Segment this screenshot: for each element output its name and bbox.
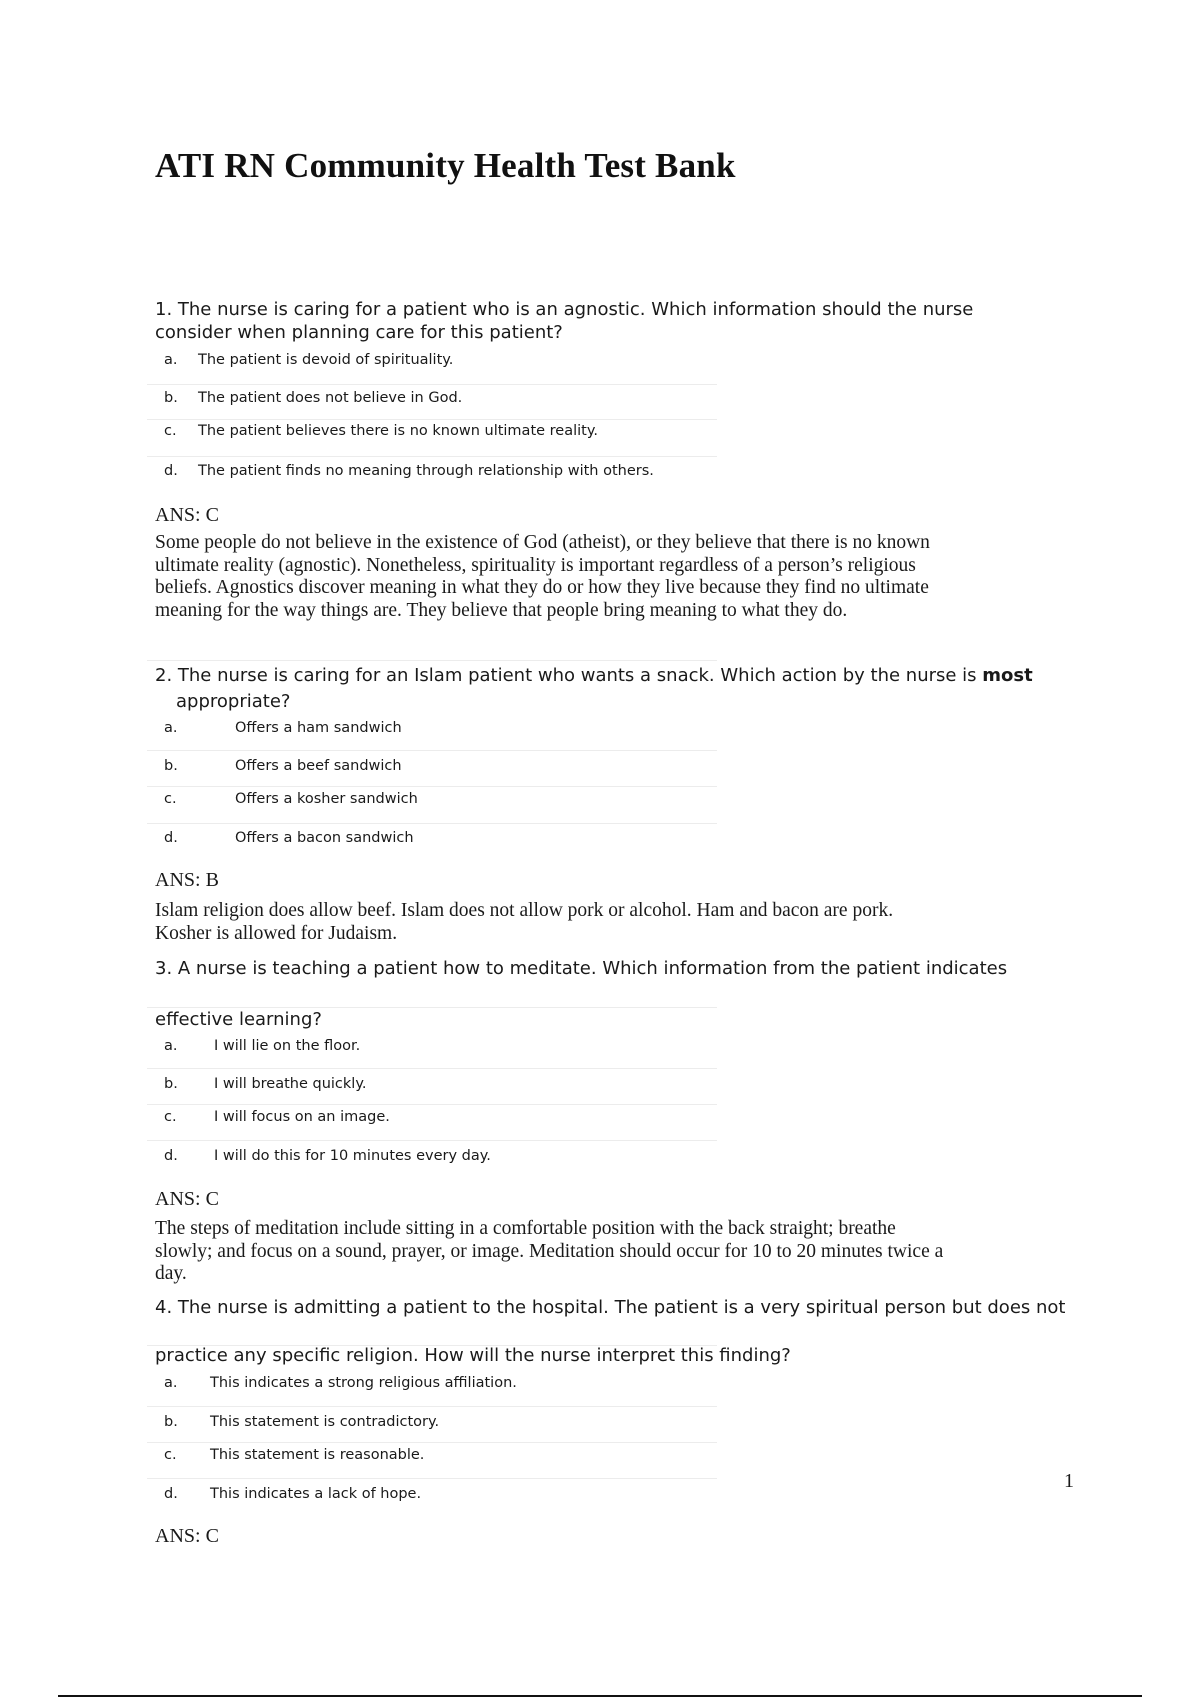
option-letter: c. (164, 791, 177, 807)
question-4-stem-line-2: practice any specific religion. How will the nurse interpret this finding? (155, 1345, 791, 1366)
question-2-stem-line-1 (155, 664, 1033, 687)
rationale-line: ultimate reality (agnostic). Nonetheless, spirituality is important regardless of a person’s religious (155, 554, 916, 576)
option-text: The patient is devoid of spirituality. (198, 352, 454, 368)
option-letter: c. (164, 1447, 177, 1463)
option-row (147, 456, 717, 493)
option-text: Offers a beef sandwich (235, 758, 402, 774)
option-letter: b. (164, 1414, 178, 1430)
option-row (147, 750, 717, 786)
option-text: I will breathe quickly. (214, 1076, 367, 1092)
option-text: Offers a ham sandwich (235, 720, 402, 736)
option-row (147, 1104, 717, 1140)
option-letter: c. (164, 1109, 177, 1125)
footer-rule (58, 1695, 1142, 1697)
option-text: The patient believes there is no known ultimate reality. (198, 423, 598, 439)
option-row (147, 823, 717, 860)
question-1-rationale (155, 532, 930, 622)
option-row (147, 1406, 717, 1442)
option-letter: a. (164, 1038, 178, 1054)
question-4-answer: ANS: C (155, 1525, 219, 1547)
emphasis-most: most (982, 665, 1033, 686)
question-2-stem-text: 2. The nurse is caring for an Islam patient who wants a snack. Which action by the nurse is (155, 665, 983, 686)
option-letter: d. (164, 1148, 178, 1164)
option-row (147, 1068, 717, 1104)
question-2-stem-line-2: appropriate? (176, 691, 291, 712)
option-row (147, 346, 717, 384)
option-text: Offers a kosher sandwich (235, 791, 418, 807)
question-3-options (147, 1032, 717, 1177)
option-row (147, 384, 717, 419)
question-1-stem-line-1: 1. The nurse is caring for a patient who is an agnostic. Which information should the nurse (155, 299, 974, 320)
option-text: This indicates a strong religious affiliation. (210, 1375, 517, 1391)
option-row (147, 714, 717, 750)
option-letter: a. (164, 352, 178, 368)
option-letter: d. (164, 830, 178, 846)
question-3-stem-line-1: 3. A nurse is teaching a patient how to meditate. Which information from the patient indicates (155, 958, 1008, 979)
rationale-line: slowly; and focus on a sound, prayer, or image. Meditation should occur for 10 to 20 minutes twice a (155, 1240, 944, 1262)
option-row (147, 1442, 717, 1478)
option-text: The patient does not believe in God. (198, 390, 463, 406)
option-text: I will do this for 10 minutes every day. (214, 1148, 491, 1164)
option-letter: b. (164, 390, 178, 406)
option-text: This statement is contradictory. (210, 1414, 440, 1430)
divider (147, 660, 717, 661)
option-row (147, 1369, 717, 1406)
question-1-stem (155, 298, 973, 344)
option-letter: c. (164, 423, 177, 439)
question-2-stem (155, 664, 1033, 713)
option-text: I will lie on the floor. (214, 1038, 361, 1054)
option-letter: a. (164, 720, 178, 736)
question-4-options (147, 1369, 717, 1515)
option-row (147, 786, 717, 823)
rationale-line: Some people do not believe in the existence of God (atheist), or they believe that there is no known (155, 532, 930, 553)
option-row (147, 1032, 717, 1068)
option-letter: b. (164, 758, 178, 774)
rationale-line: Islam religion does allow beef. Islam does not allow pork or alcohol. Ham and bacon are pork. (155, 900, 894, 921)
document-title: ATI RN Community Health Test Bank (155, 146, 736, 185)
option-row (147, 1140, 717, 1177)
page-number: 1 (1064, 1470, 1074, 1492)
question-1-options (147, 346, 717, 493)
question-1-answer: ANS: C (155, 504, 219, 526)
option-text: I will focus on an image. (214, 1109, 390, 1125)
question-2-rationale (155, 900, 893, 945)
option-row (147, 419, 717, 456)
rationale-line: day. (155, 1263, 187, 1284)
question-3-answer: ANS: C (155, 1188, 219, 1210)
rationale-line: meaning for the way things are. They believe that people bring meaning to what they do. (155, 599, 848, 621)
option-letter: a. (164, 1375, 178, 1391)
question-2-answer: ANS: B (155, 869, 219, 891)
option-text: This indicates a lack of hope. (210, 1486, 422, 1502)
question-4-stem-line-1: 4. The nurse is admitting a patient to the hospital. The patient is a very spiritual person but does not (155, 1297, 1066, 1318)
question-3-stem-line-2: effective learning? (155, 1009, 322, 1030)
question-3-rationale (155, 1218, 943, 1286)
option-text: Offers a bacon sandwich (235, 830, 414, 846)
option-row (147, 1478, 717, 1515)
rationale-line: Kosher is allowed for Judaism. (155, 922, 398, 944)
option-text: This statement is reasonable. (210, 1447, 425, 1463)
rationale-line: The steps of meditation include sitting in a comfortable position with the back straight; breathe (155, 1218, 896, 1239)
option-letter: b. (164, 1076, 178, 1092)
option-letter: d. (164, 1486, 178, 1502)
option-text: The patient finds no meaning through relationship with others. (198, 463, 654, 479)
question-2-options (147, 714, 717, 860)
option-letter: d. (164, 463, 178, 479)
question-1-stem-line-2: consider when planning care for this patient? (155, 322, 563, 343)
rationale-line: beliefs. Agnostics discover meaning in what they do or how they live because they find no ultimate (155, 577, 929, 598)
